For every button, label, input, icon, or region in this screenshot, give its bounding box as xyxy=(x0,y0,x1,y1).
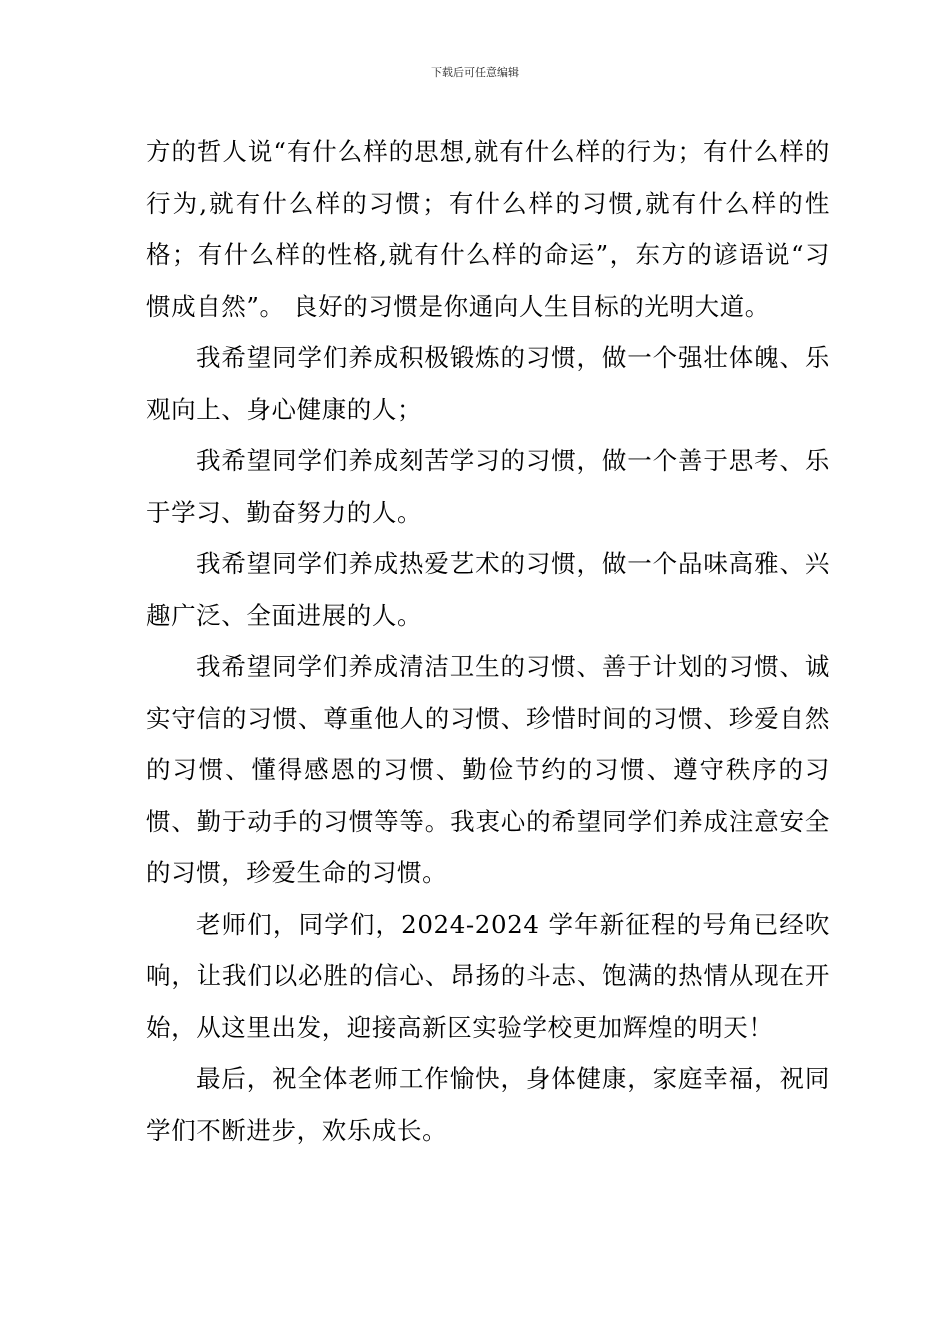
paragraph-new-school-year: 老师们，同学们，2024-2024 学年新征程的号角已经吹响，让我们以必胜的信心、昂扬的斗志、饱满的热情从现在开始，从这里出发，迎接高新区实验学校更加辉煌的明天！ xyxy=(146,909,830,1042)
paragraph-closing-wishes: 最后，祝全体老师工作愉快，身体健康，家庭幸福，祝同学们不断进步，欢乐成长。 xyxy=(146,1064,830,1145)
page-header: 下载后可任意编辑 xyxy=(431,66,519,79)
paragraph-study-habit: 我希望同学们养成刻苦学习的习惯，做一个善于思考、乐于学习、勤奋努力的人。 xyxy=(146,446,830,527)
paragraph-continued: 方的哲人说“有什么样的思想,就有什么样的行为；有什么样的行为,就有什么样的习惯；有什么样的习惯,就有什么样的性格；有什么样的性格,就有什么样的命运”，东方的谚语说“习惯成自然”。 良好的习惯是你通向人生目标的光明大道。 xyxy=(146,137,830,321)
paragraph-good-habits-list: 我希望同学们养成清洁卫生的习惯、善于计划的习惯、诚实守信的习惯、尊重他人的习惯、珍惜时间的习惯、珍爱自然的习惯、懂得感恩的习惯、勤俭节约的习惯、遵守秩序的习惯、勤于动手的习惯等等。我衷心的希望同学们养成注意安全的习惯，珍爱生命的习惯。 xyxy=(146,652,830,887)
document-body xyxy=(146,126,830,1156)
paragraph-exercise-habit: 我希望同学们养成积极锻炼的习惯，做一个强壮体魄、乐观向上、身心健康的人； xyxy=(146,343,830,424)
paragraph-art-habit: 我希望同学们养成热爱艺术的习惯，做一个品味高雅、兴趣广泛、全面进展的人。 xyxy=(146,549,830,630)
